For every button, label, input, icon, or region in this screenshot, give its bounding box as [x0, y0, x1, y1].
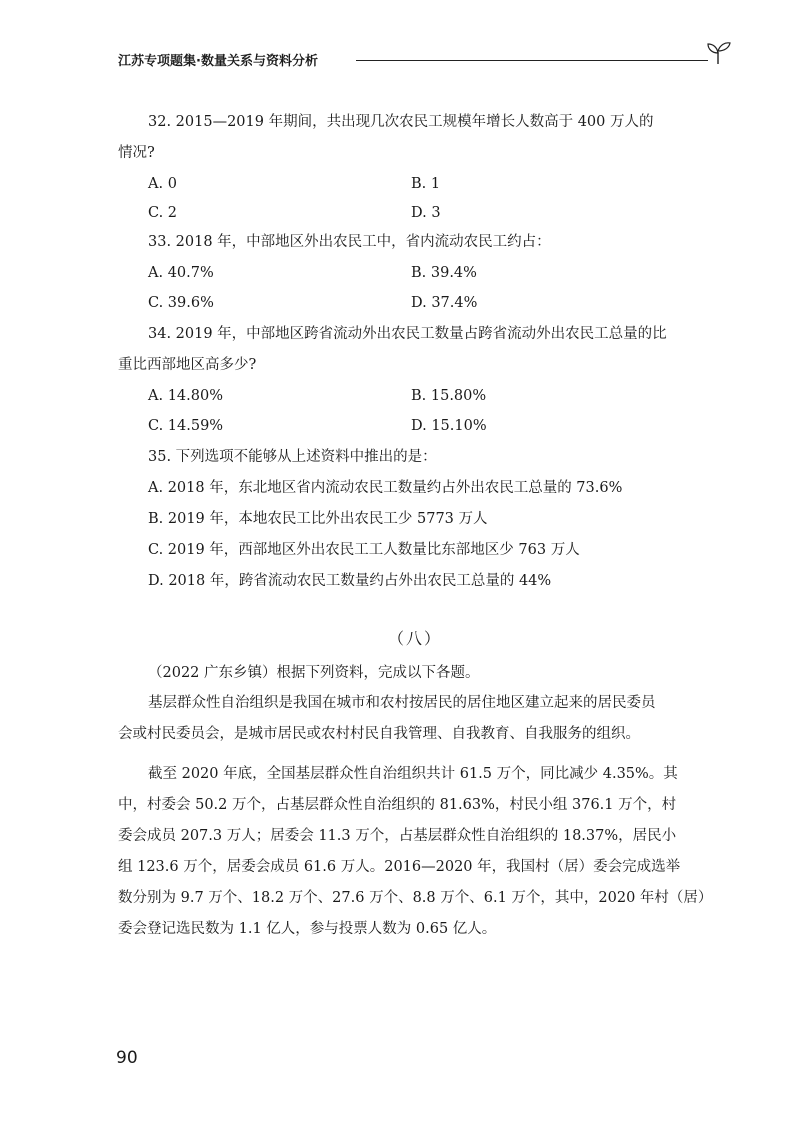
question-34-option-d[interactable]: D. 15.10% [411, 418, 487, 434]
question-32-option-c[interactable]: C. 2 [148, 205, 178, 221]
question-33-option-b[interactable]: B. 39.4% [411, 265, 477, 281]
question-32-stem: 32. 2015—2019 年期间，共出现几次农民工规模年增长人数高于 400 万人的 [148, 114, 654, 130]
paragraph-2-line-2: 中，村委会 50.2 万个，占基层群众性自治组织的 81.63%，村民小组 376.1 万个，村 [118, 797, 677, 813]
question-33-option-a[interactable]: A. 40.7% [148, 265, 214, 281]
section-intro: （2022 广东乡镇）根据下列资料，完成以下各题。 [148, 665, 480, 681]
sprout-icon [704, 38, 732, 66]
question-35-option-d[interactable]: D. 2018 年，跨省流动农民工数量约占外出农民工总量的 44% [148, 573, 552, 589]
question-34-stem: 34. 2019 年，中部地区跨省流动外出农民工数量占跨省流动外出农民工总量的比 [148, 326, 667, 342]
running-header [118, 42, 728, 72]
question-35-stem: 35. 下列选项不能够从上述资料中推出的是： [148, 449, 437, 465]
question-33-option-d[interactable]: D. 37.4% [411, 295, 478, 311]
paragraph-1-line-2: 会或村民委员会，是城市居民或农村村民自我管理、自我教育、自我服务的组织。 [118, 726, 640, 742]
header-title: 江苏专项题集·数量关系与资料分析 [118, 54, 318, 69]
paragraph-2-line-5: 数分别为 9.7 万个、18.2 万个、27.6 万个、8.8 万个、6.1 万个，其中，2020 年村（居） [118, 890, 713, 906]
question-35-option-a[interactable]: A. 2018 年，东北地区省内流动农民工数量约占外出农民工总量的 73.6% [148, 480, 623, 496]
question-33-stem: 33. 2018 年，中部地区外出农民工中，省内流动农民工约占： [148, 234, 551, 250]
question-35-option-b[interactable]: B. 2019 年，本地农民工比外出农民工少 5773 万人 [148, 511, 488, 527]
question-32-option-d[interactable]: D. 3 [411, 205, 441, 221]
section-title: （八） [388, 629, 443, 648]
paragraph-1-line-1: 基层群众性自治组织是我国在城市和农村按居民的居住地区建立起来的居民委员 [148, 695, 656, 711]
question-32-stem-cont: 情况? [118, 145, 155, 161]
question-33-option-c[interactable]: C. 39.6% [148, 295, 214, 311]
paragraph-2-line-3: 委会成员 207.3 万人；居委会 11.3 万个，占基层群众性自治组织的 18.37%，居民小 [118, 828, 677, 844]
paragraph-2-line-4: 组 123.6 万个，居委会成员 61.6 万人。2016—2020 年，我国村（居）委会完成选举 [118, 859, 681, 875]
question-35-option-c[interactable]: C. 2019 年，西部地区外出农民工工人数量比东部地区少 763 万人 [148, 542, 580, 558]
page-number: 90 [116, 1048, 138, 1068]
question-32-option-b[interactable]: B. 1 [411, 176, 441, 192]
question-34-option-b[interactable]: B. 15.80% [411, 388, 487, 404]
question-34-option-c[interactable]: C. 14.59% [148, 418, 224, 434]
header-rule [356, 60, 708, 61]
paragraph-2-line-1: 截至 2020 年底，全国基层群众性自治组织共计 61.5 万个，同比减少 4.35%。其 [148, 766, 678, 782]
question-34-stem-cont: 重比西部地区高多少? [118, 357, 257, 373]
paragraph-2-line-6: 委会登记选民数为 1.1 亿人，参与投票人数为 0.65 亿人。 [118, 921, 497, 937]
question-34-option-a[interactable]: A. 14.80% [148, 388, 223, 404]
question-32-option-a[interactable]: A. 0 [148, 176, 177, 192]
